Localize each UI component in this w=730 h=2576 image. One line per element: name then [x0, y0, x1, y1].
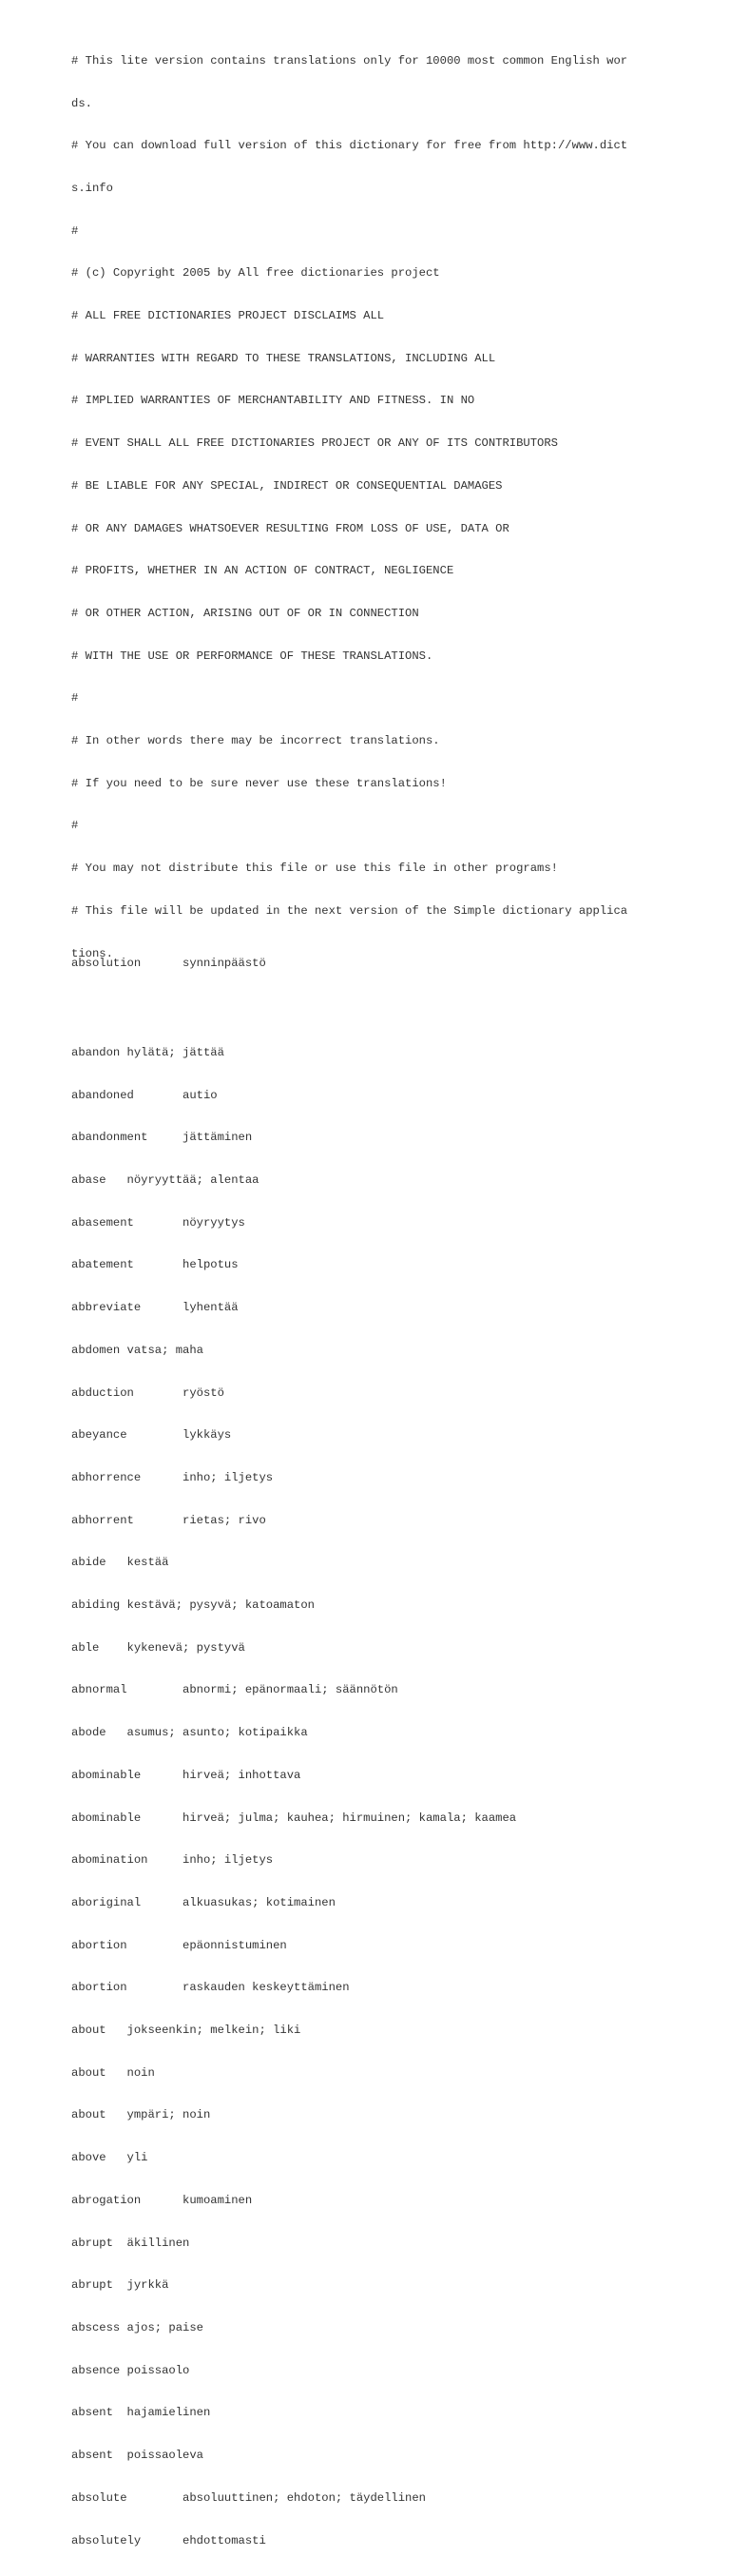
dictionary-entry: abscess ajos; paise	[71, 2320, 203, 2334]
dictionary-entry: abbreviate lyhentää	[71, 1301, 239, 1315]
header-line: # WARRANTIES WITH REGARD TO THESE TRANSLATIONS, INCLUDING ALL	[71, 351, 496, 365]
dictionary-entry: abandoned autio	[71, 1088, 218, 1102]
header-line: # WITH THE USE OR PERFORMANCE OF THESE TRANSLATIONS.	[71, 649, 433, 663]
dictionary-entry: abnormal abnormi; epänormaali; säännötön	[71, 1683, 398, 1697]
dictionary-entry: abdomen vatsa; maha	[71, 1343, 203, 1357]
dictionary-entry: abortion epäonnistuminen	[71, 1938, 287, 1952]
header-line: # IMPLIED WARRANTIES OF MERCHANTABILITY AND FITNESS. IN NO	[71, 394, 475, 408]
header-line: # BE LIABLE FOR ANY SPECIAL, INDIRECT OR CONSEQUENTIAL DAMAGES	[71, 478, 503, 493]
header-line: # PROFITS, WHETHER IN AN ACTION OF CONTRACT, NEGLIGENCE	[71, 564, 454, 578]
header-line: # (c) Copyright 2005 by All free dictionaries project	[71, 266, 440, 281]
header-line: # This lite version contains translations only for 10000 most common English wor	[71, 53, 628, 68]
dictionary-entry: abhorrent rietas; rivo	[71, 1513, 266, 1527]
dictionary-entry: absolute absoluuttinen; ehdoton; täydellinen	[71, 2490, 426, 2505]
header-line: # If you need to be sure never use these translations!	[71, 776, 447, 790]
header-line: # EVENT SHALL ALL FREE DICTIONARIES PROJECT OR ANY OF ITS CONTRIBUTORS	[71, 436, 558, 451]
dictionary-entry: abrupt äkillinen	[71, 2236, 190, 2250]
header-line: # You can download full version of this dictionary for free from http://www.dict	[71, 139, 628, 153]
dictionary-entry: abode asumus; asunto; kotipaikka	[71, 1726, 308, 1740]
header-line: # You may not distribute this file or use this file in other programs!	[71, 862, 558, 876]
header-line: # OR ANY DAMAGES WHATSOEVER RESULTING FROM LOSS OF USE, DATA OR	[71, 521, 509, 535]
dictionary-entry: about noin	[71, 2065, 155, 2080]
dictionary-entry: absolutely ehdottomasti	[71, 2533, 266, 2547]
dictionary-entry: absence poissaolo	[71, 2363, 190, 2377]
dictionary-entry: abominable hirveä; inhottava	[71, 1768, 301, 1782]
dictionary-entry: absent poissaoleva	[71, 2449, 203, 2463]
dictionary-entry: about jokseenkin; melkein; liki	[71, 2024, 301, 2038]
dictionary-entry: about ympäri; noin	[71, 2108, 211, 2122]
dictionary-entry: above yli	[71, 2151, 148, 2165]
dictionary-entry: abrupt jyrkkä	[71, 2278, 169, 2293]
header-line: ds.	[71, 96, 92, 110]
blank-line	[71, 989, 627, 1003]
dictionary-entry: abatement helpotus	[71, 1258, 239, 1272]
dictionary-entry: aboriginal alkuasukas; kotimainen	[71, 1895, 336, 1909]
header-line: tions.	[71, 946, 113, 960]
dictionary-entry: abortion raskauden keskeyttäminen	[71, 1981, 350, 1995]
dictionary-entry: absent hajamielinen	[71, 2406, 211, 2420]
header-line: #	[71, 819, 79, 833]
dictionary-entry: abominable hirveä; julma; kauhea; hirmuinen; kamala; kaamea	[71, 1811, 517, 1825]
dictionary-entry: abide kestää	[71, 1556, 169, 1570]
dictionary-entry: abiding kestävä; pysyvä; katoamaton	[71, 1598, 315, 1613]
header-line: #	[71, 691, 79, 706]
header-line: # OR OTHER ACTION, ARISING OUT OF OR IN CONNECTION	[71, 606, 419, 620]
header-line: # This file will be updated in the next version of the Simple dictionary applica	[71, 903, 628, 918]
dictionary-entry: able kykenevä; pystyvä	[71, 1640, 245, 1655]
dictionary-entry: abandonment jättäminen	[71, 1131, 253, 1145]
header-line: s.info	[71, 181, 113, 195]
dictionary-entry-footer: absolution synninpäästö	[71, 957, 266, 970]
dictionary-entry: abrogation kumoaminen	[71, 2193, 253, 2207]
header-line: # In other words there may be incorrect translations.	[71, 734, 440, 748]
dictionary-entry: abeyance lykkäys	[71, 1428, 232, 1443]
header-line: # ALL FREE DICTIONARIES PROJECT DISCLAIMS ALL	[71, 309, 385, 323]
header-line: #	[71, 223, 79, 238]
dictionary-entry: abase nöyryyttää; alentaa	[71, 1173, 259, 1187]
dictionary-entry: abhorrence inho; iljetys	[71, 1470, 274, 1484]
dictionary-entry: abomination inho; iljetys	[71, 1853, 274, 1868]
dictionary-entry: abasement nöyryytys	[71, 1215, 245, 1230]
dictionary-text	[71, 26, 627, 2576]
dictionary-entry: abduction ryöstö	[71, 1385, 224, 1400]
dictionary-entry: abandon hylätä; jättää	[71, 1045, 224, 1059]
